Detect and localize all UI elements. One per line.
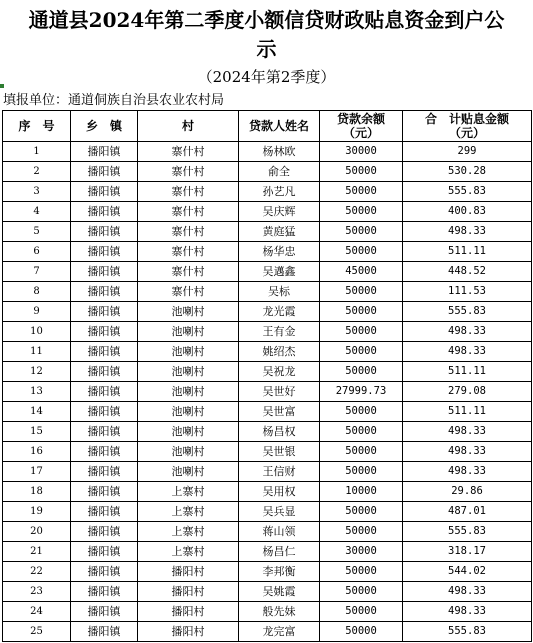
cell-town: 播阳镇: [71, 362, 138, 382]
cell-interest-total: 511.11: [403, 362, 532, 382]
cell-borrower-name: 杨林欧: [239, 142, 320, 162]
cell-loan-balance: 50000: [320, 562, 403, 582]
cell-interest-total: 498.33: [403, 342, 532, 362]
document-title: [0, 6, 533, 64]
cell-loan-balance: 50000: [320, 422, 403, 442]
table-row: [3, 522, 532, 542]
cell-loan-balance: 30000: [320, 542, 403, 562]
table-row: [3, 562, 532, 582]
table-row: [3, 542, 532, 562]
cell-town: 播阳镇: [71, 142, 138, 162]
cell-borrower-name: 俞全: [239, 162, 320, 182]
cell-village: 播阳村: [138, 602, 239, 622]
cell-loan-balance: 50000: [320, 362, 403, 382]
cell-town: 播阳镇: [71, 242, 138, 262]
cell-borrower-name: 王信财: [239, 462, 320, 482]
cell-loan-balance: 50000: [320, 522, 403, 542]
table-row: [3, 302, 532, 322]
cell-borrower-name: 吴世富: [239, 402, 320, 422]
cell-village: 寨什村: [138, 182, 239, 202]
cell-town: 播阳镇: [71, 262, 138, 282]
cell-town: 播阳镇: [71, 562, 138, 582]
cell-loan-balance: 50000: [320, 182, 403, 202]
cell-interest-total: 318.17: [403, 542, 532, 562]
table-row: [3, 342, 532, 362]
cell-interest-total: 400.83: [403, 202, 532, 222]
cell-interest-total: 498.33: [403, 442, 532, 462]
cell-borrower-name: 吴标: [239, 282, 320, 302]
cell-loan-balance: 45000: [320, 262, 403, 282]
cell-seq: 21: [3, 542, 71, 562]
table-row: [3, 482, 532, 502]
cell-loan-balance: 50000: [320, 582, 403, 602]
cell-town: 播阳镇: [71, 302, 138, 322]
cell-village: 播阳村: [138, 582, 239, 602]
table-row: [3, 282, 532, 302]
table-row: [3, 622, 532, 642]
cell-interest-total: 555.83: [403, 302, 532, 322]
title-line-1: 通道县2024年第二季度小额信贷财政贴息资金到户公: [28, 8, 505, 32]
cell-seq: 1: [3, 142, 71, 162]
cell-seq: 13: [3, 382, 71, 402]
cell-village: 寨什村: [138, 262, 239, 282]
cell-village: 池喇村: [138, 322, 239, 342]
cell-town: 播阳镇: [71, 462, 138, 482]
cell-loan-balance: 50000: [320, 602, 403, 622]
cell-town: 播阳镇: [71, 522, 138, 542]
cell-loan-balance: 10000: [320, 482, 403, 502]
table-row: [3, 382, 532, 402]
table-row: [3, 182, 532, 202]
cell-seq: 2: [3, 162, 71, 182]
cell-village: 池喇村: [138, 382, 239, 402]
cell-village: 池喇村: [138, 342, 239, 362]
cell-interest-total: 279.08: [403, 382, 532, 402]
cell-town: 播阳镇: [71, 582, 138, 602]
header-borrower-name: 贷款人姓名: [239, 111, 320, 142]
cell-borrower-name: 王有金: [239, 322, 320, 342]
cell-loan-balance: 50000: [320, 242, 403, 262]
cell-borrower-name: 杨昌仁: [239, 542, 320, 562]
cell-seq: 14: [3, 402, 71, 422]
table-row: [3, 502, 532, 522]
cell-borrower-name: 龙光霞: [239, 302, 320, 322]
cell-interest-total: 530.28: [403, 162, 532, 182]
cell-loan-balance: 50000: [320, 342, 403, 362]
cell-village: 寨什村: [138, 142, 239, 162]
table-row: [3, 602, 532, 622]
cell-borrower-name: 吴世银: [239, 442, 320, 462]
cell-borrower-name: 吴邁鑫: [239, 262, 320, 282]
quarter-subtitle: （2024年第2季度）: [197, 68, 336, 86]
cell-seq: 25: [3, 622, 71, 642]
cell-town: 播阳镇: [71, 282, 138, 302]
cell-loan-balance: 50000: [320, 302, 403, 322]
cell-town: 播阳镇: [71, 622, 138, 642]
subsidy-table: [2, 110, 532, 642]
cell-borrower-name: 吴世好: [239, 382, 320, 402]
cell-borrower-name: 吴祝龙: [239, 362, 320, 382]
cell-seq: 17: [3, 462, 71, 482]
cell-village: 上寨村: [138, 522, 239, 542]
cell-village: 上寨村: [138, 482, 239, 502]
table-row: [3, 322, 532, 342]
cell-interest-total: 299: [403, 142, 532, 162]
cell-borrower-name: 姚绍杰: [239, 342, 320, 362]
cell-loan-balance: 50000: [320, 322, 403, 342]
cell-village: 播阳村: [138, 562, 239, 582]
header-interest-total-label: 合 计贴息金额: [424, 112, 509, 126]
table-row: [3, 202, 532, 222]
cell-town: 播阳镇: [71, 382, 138, 402]
cell-village: 池喇村: [138, 302, 239, 322]
table-row: [3, 262, 532, 282]
cell-village: 池喇村: [138, 422, 239, 442]
cell-seq: 11: [3, 342, 71, 362]
cell-interest-total: 511.11: [403, 402, 532, 422]
cell-interest-total: 487.01: [403, 502, 532, 522]
cell-loan-balance: 50000: [320, 282, 403, 302]
cell-interest-total: 555.83: [403, 522, 532, 542]
cell-interest-total: 555.83: [403, 182, 532, 202]
cell-seq: 23: [3, 582, 71, 602]
cell-seq: 3: [3, 182, 71, 202]
cell-village: 寨什村: [138, 202, 239, 222]
cell-seq: 7: [3, 262, 71, 282]
cell-borrower-name: 吴用权: [239, 482, 320, 502]
cell-town: 播阳镇: [71, 402, 138, 422]
cell-loan-balance: 30000: [320, 142, 403, 162]
cell-town: 播阳镇: [71, 502, 138, 522]
cell-village: 寨什村: [138, 282, 239, 302]
cell-town: 播阳镇: [71, 322, 138, 342]
cell-town: 播阳镇: [71, 602, 138, 622]
cell-seq: 12: [3, 362, 71, 382]
cell-borrower-name: 吴姚霞: [239, 582, 320, 602]
table-row: [3, 142, 532, 162]
table-row: [3, 442, 532, 462]
title-line-2: 示: [256, 37, 277, 61]
cell-seq: 24: [3, 602, 71, 622]
cell-borrower-name: 杨昌权: [239, 422, 320, 442]
cell-loan-balance: 50000: [320, 502, 403, 522]
cell-seq: 20: [3, 522, 71, 542]
cell-loan-balance: 50000: [320, 462, 403, 482]
cell-loan-balance: 50000: [320, 222, 403, 242]
table-row: [3, 582, 532, 602]
cell-loan-balance: 50000: [320, 442, 403, 462]
cell-seq: 18: [3, 482, 71, 502]
cell-corner-marker: [0, 84, 4, 88]
cell-seq: 10: [3, 322, 71, 342]
cell-borrower-name: 吴兵显: [239, 502, 320, 522]
cell-interest-total: 498.33: [403, 322, 532, 342]
header-town: 乡 镇: [71, 111, 138, 142]
cell-borrower-name: 杨华忠: [239, 242, 320, 262]
cell-borrower-name: 李邦衡: [239, 562, 320, 582]
cell-loan-balance: 27999.73: [320, 382, 403, 402]
cell-interest-total: 29.86: [403, 482, 532, 502]
table-row: [3, 422, 532, 442]
cell-town: 播阳镇: [71, 422, 138, 442]
header-interest-total: [403, 111, 532, 142]
cell-seq: 5: [3, 222, 71, 242]
cell-town: 播阳镇: [71, 222, 138, 242]
cell-seq: 6: [3, 242, 71, 262]
header-interest-total-unit: （元）: [448, 126, 485, 140]
cell-town: 播阳镇: [71, 482, 138, 502]
cell-village: 寨什村: [138, 222, 239, 242]
table-row: [3, 362, 532, 382]
cell-loan-balance: 50000: [320, 402, 403, 422]
cell-seq: 4: [3, 202, 71, 222]
cell-interest-total: 498.33: [403, 582, 532, 602]
cell-seq: 9: [3, 302, 71, 322]
table-row: [3, 242, 532, 262]
table-header-row: [3, 111, 532, 142]
cell-borrower-name: 孙艺凡: [239, 182, 320, 202]
cell-village: 池喇村: [138, 442, 239, 462]
table-row: [3, 162, 532, 182]
cell-town: 播阳镇: [71, 342, 138, 362]
cell-village: 寨什村: [138, 162, 239, 182]
cell-town: 播阳镇: [71, 202, 138, 222]
cell-loan-balance: 50000: [320, 622, 403, 642]
header-loan-balance-unit: （元）: [342, 126, 379, 140]
cell-loan-balance: 50000: [320, 162, 403, 182]
cell-town: 播阳镇: [71, 442, 138, 462]
cell-interest-total: 511.11: [403, 242, 532, 262]
cell-seq: 15: [3, 422, 71, 442]
cell-village: 池喇村: [138, 362, 239, 382]
header-loan-balance-label: 贷款余额: [336, 112, 385, 126]
cell-borrower-name: 般先妹: [239, 602, 320, 622]
cell-village: 上寨村: [138, 502, 239, 522]
cell-interest-total: 498.33: [403, 422, 532, 442]
cell-loan-balance: 50000: [320, 202, 403, 222]
header-loan-balance: [320, 111, 403, 142]
cell-interest-total: 498.33: [403, 222, 532, 242]
table-row: [3, 402, 532, 422]
cell-village: 播阳村: [138, 622, 239, 642]
table-row: [3, 462, 532, 482]
cell-village: 池喇村: [138, 462, 239, 482]
cell-interest-total: 111.53: [403, 282, 532, 302]
table-row: [3, 222, 532, 242]
cell-interest-total: 448.52: [403, 262, 532, 282]
cell-interest-total: 498.33: [403, 462, 532, 482]
reporting-unit: 填报单位：通道侗族自治县农业农村局: [3, 93, 225, 108]
cell-borrower-name: 蒋山领: [239, 522, 320, 542]
cell-borrower-name: 吴庆辉: [239, 202, 320, 222]
cell-village: 上寨村: [138, 542, 239, 562]
header-village: 村: [138, 111, 239, 142]
cell-interest-total: 498.33: [403, 602, 532, 622]
cell-seq: 8: [3, 282, 71, 302]
cell-interest-total: 544.02: [403, 562, 532, 582]
table-body: [3, 142, 532, 642]
cell-village: 池喇村: [138, 402, 239, 422]
cell-town: 播阳镇: [71, 542, 138, 562]
cell-seq: 16: [3, 442, 71, 462]
cell-seq: 22: [3, 562, 71, 582]
cell-interest-total: 555.83: [403, 622, 532, 642]
cell-borrower-name: 黄庭猛: [239, 222, 320, 242]
cell-village: 寨什村: [138, 242, 239, 262]
cell-seq: 19: [3, 502, 71, 522]
cell-town: 播阳镇: [71, 162, 138, 182]
cell-borrower-name: 龙完富: [239, 622, 320, 642]
cell-town: 播阳镇: [71, 182, 138, 202]
header-seq: 序 号: [3, 111, 71, 142]
